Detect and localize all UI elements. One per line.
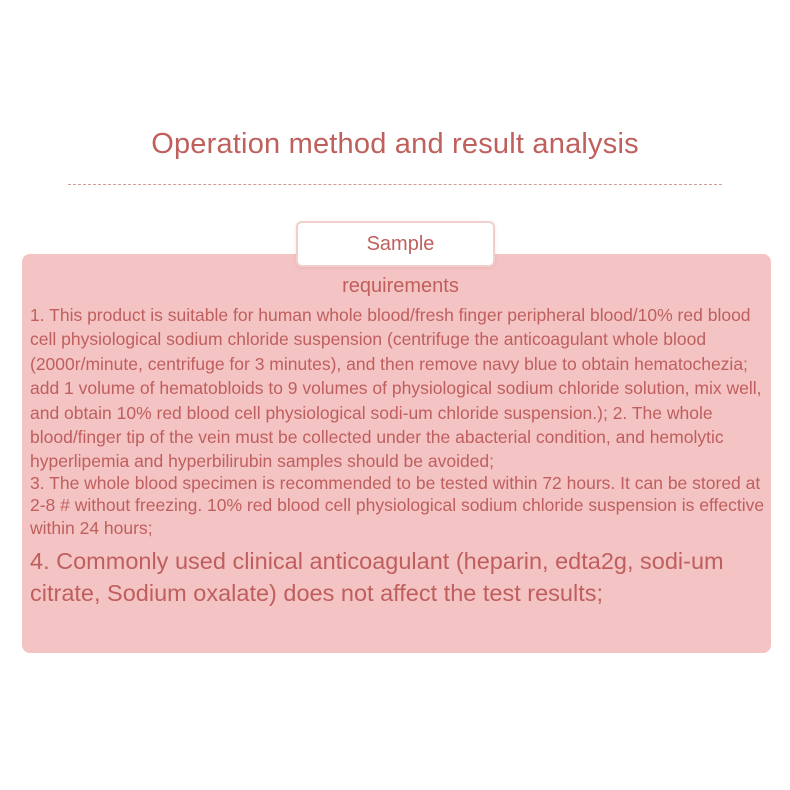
paragraph-1: 1. This product is suitable for human whole blood/fresh finger peripheral blood/10% red blood cell physiological sodium chloride suspension (centrifuge the anticoagulant whole blood (2000r/minute, centrifuge for 3 minutes), and then remove navy blue to obtain hematochezia; add 1 volume of hematobloids to 9 volumes of physiological sodium chloride solution, mix well, and obtain 10% red blood cell physiological sodi-um chloride suspension.); 2. The whole blood/finger tip of the vein must be collected under the abacterial condition, and hemolytic hyperlipemia and hyperbilirubin samples should be avoided; [30,305,762,472]
paragraph-3: 4. Commonly used clinical anticoagulant (heparin, edta2g, sodi-um citrate, Sodium oxalate) does not affect the test results; [30,548,724,607]
title-divider [68,184,722,185]
section-tab-label: Sample requirements [296,221,495,267]
paragraph-2: 3. The whole blood specimen is recommended to be tested within 72 hours. It can be stored at 2-8 # without freezing. 10% red blood cell physiological sodium chloride suspension is effective within 24 hours; [30,472,765,538]
page-title: Operation method and result analysis [151,128,639,160]
section-body [30,303,775,609]
